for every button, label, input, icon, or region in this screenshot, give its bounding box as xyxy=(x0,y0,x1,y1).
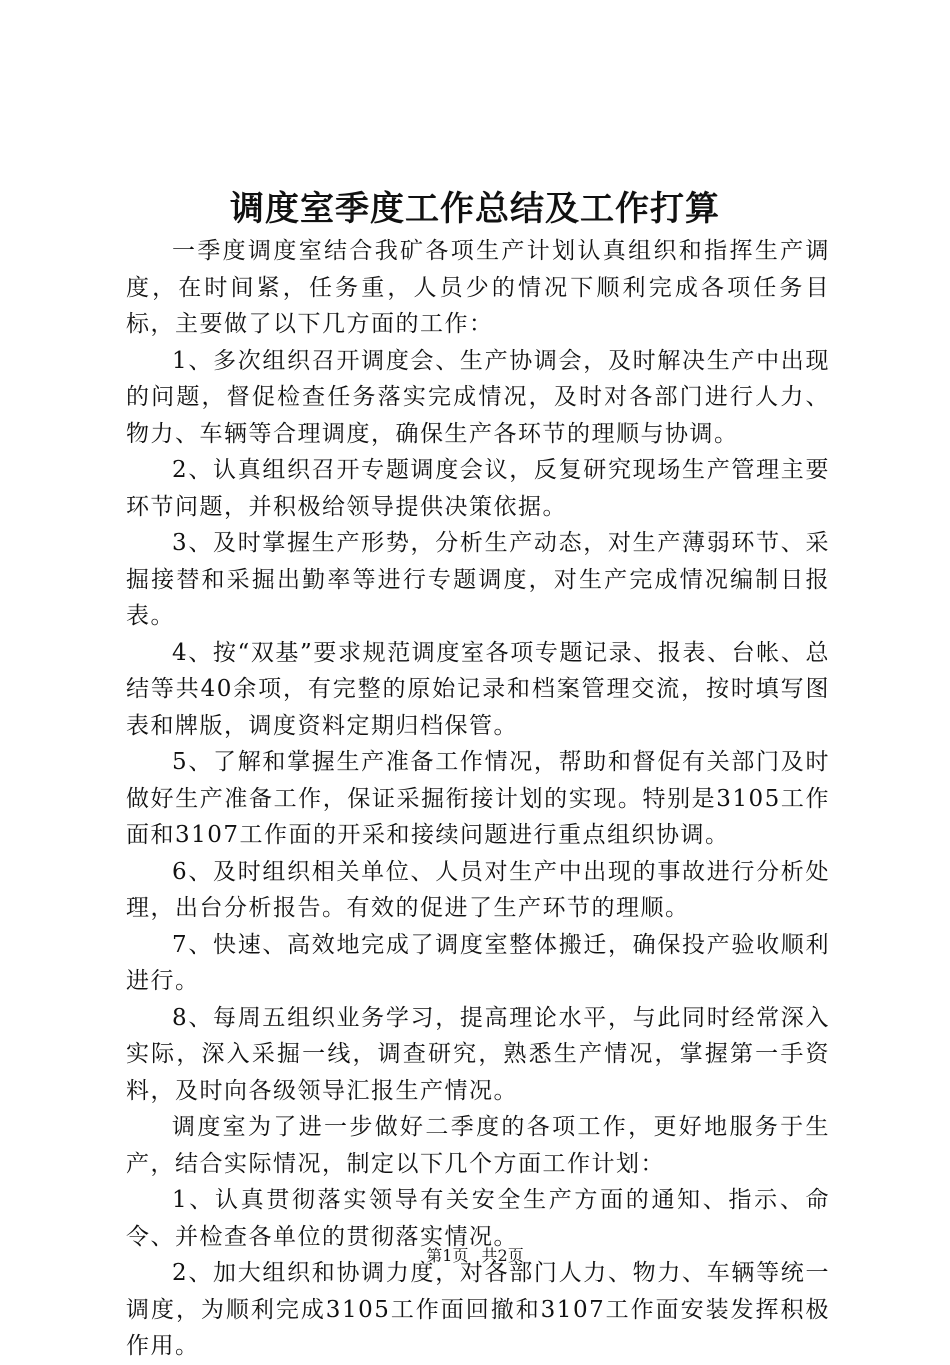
paragraph-plan-2: 2、加大组织和协调力度，对各部门人力、物力、车辆等统一调度，为顺利完成3105工作面回撤和3107工作面安装发挥积极作用。 xyxy=(126,1260,830,1359)
paragraph-item-1: 1、多次组织召开调度会、生产协调会，及时解决生产中出现的问题，督促检查任务落实完成情况，及时对各部门进行人力、物力、车辆等合理调度，确保生产各环节的理顺与协调。 xyxy=(126,347,830,447)
page-footer xyxy=(0,1245,950,1267)
paragraph-item-8: 8、每周五组织业务学习，提高理论水平，与此同时经常深入实际，深入采掘一线，调查研究，熟悉生产情况，掌握第一手资料，及时向各级领导汇报生产情况。 xyxy=(126,1004,830,1104)
document-body xyxy=(126,233,830,1365)
paragraph-plan-1: 1、认真贯彻落实领导有关安全生产方面的通知、指示、命令、并检查各单位的贯彻落实情况。 xyxy=(126,1187,830,1250)
paragraph-intro: 一季度调度室结合我矿各项生产计划认真组织和指挥生产调度，在时间紧，任务重，人员少的情况下顺利完成各项任务目标，主要做了以下几方面的工作： xyxy=(126,238,830,337)
page-total: 共2页 xyxy=(481,1246,524,1265)
page-number: 第1页 xyxy=(426,1246,469,1265)
paragraph-item-3: 3、及时掌握生产形势，分析生产动态，对生产薄弱环节、采掘接替和采掘出勤率等进行专题调度，对生产完成情况编制日报表。 xyxy=(126,530,830,629)
paragraph-item-4: 4、按“双基”要求规范调度室各项专题记录、报表、台帐、总结等共40余项，有完整的原始记录和档案管理交流，按时填写图表和牌版，调度资料定期归档保管。 xyxy=(126,639,830,739)
paragraph-plan-intro: 调度室为了进一步做好二季度的各项工作，更好地服务于生产，结合实际情况，制定以下几个方面工作计划： xyxy=(126,1114,830,1177)
paragraph-item-7: 7、快速、高效地完成了调度室整体搬迁，确保投产验收顺利进行。 xyxy=(126,931,830,994)
paragraph-item-5: 5、了解和掌握生产准备工作情况，帮助和督促有关部门及时做好生产准备工作，保证采掘衔接计划的实现。特别是3105工作面和3107工作面的开采和接续问题进行重点组织协调。 xyxy=(126,749,830,848)
paragraph-item-6: 6、及时组织相关单位、人员对生产中出现的事故进行分析处理，出台分析报告。有效的促进了生产环节的理顺。 xyxy=(126,858,830,921)
document-title: 调度室季度工作总结及工作打算 xyxy=(230,189,720,229)
paragraph-item-2: 2、认真组织召开专题调度会议，反复研究现场生产管理主要环节问题，并积极给领导提供决策依据。 xyxy=(126,457,830,520)
